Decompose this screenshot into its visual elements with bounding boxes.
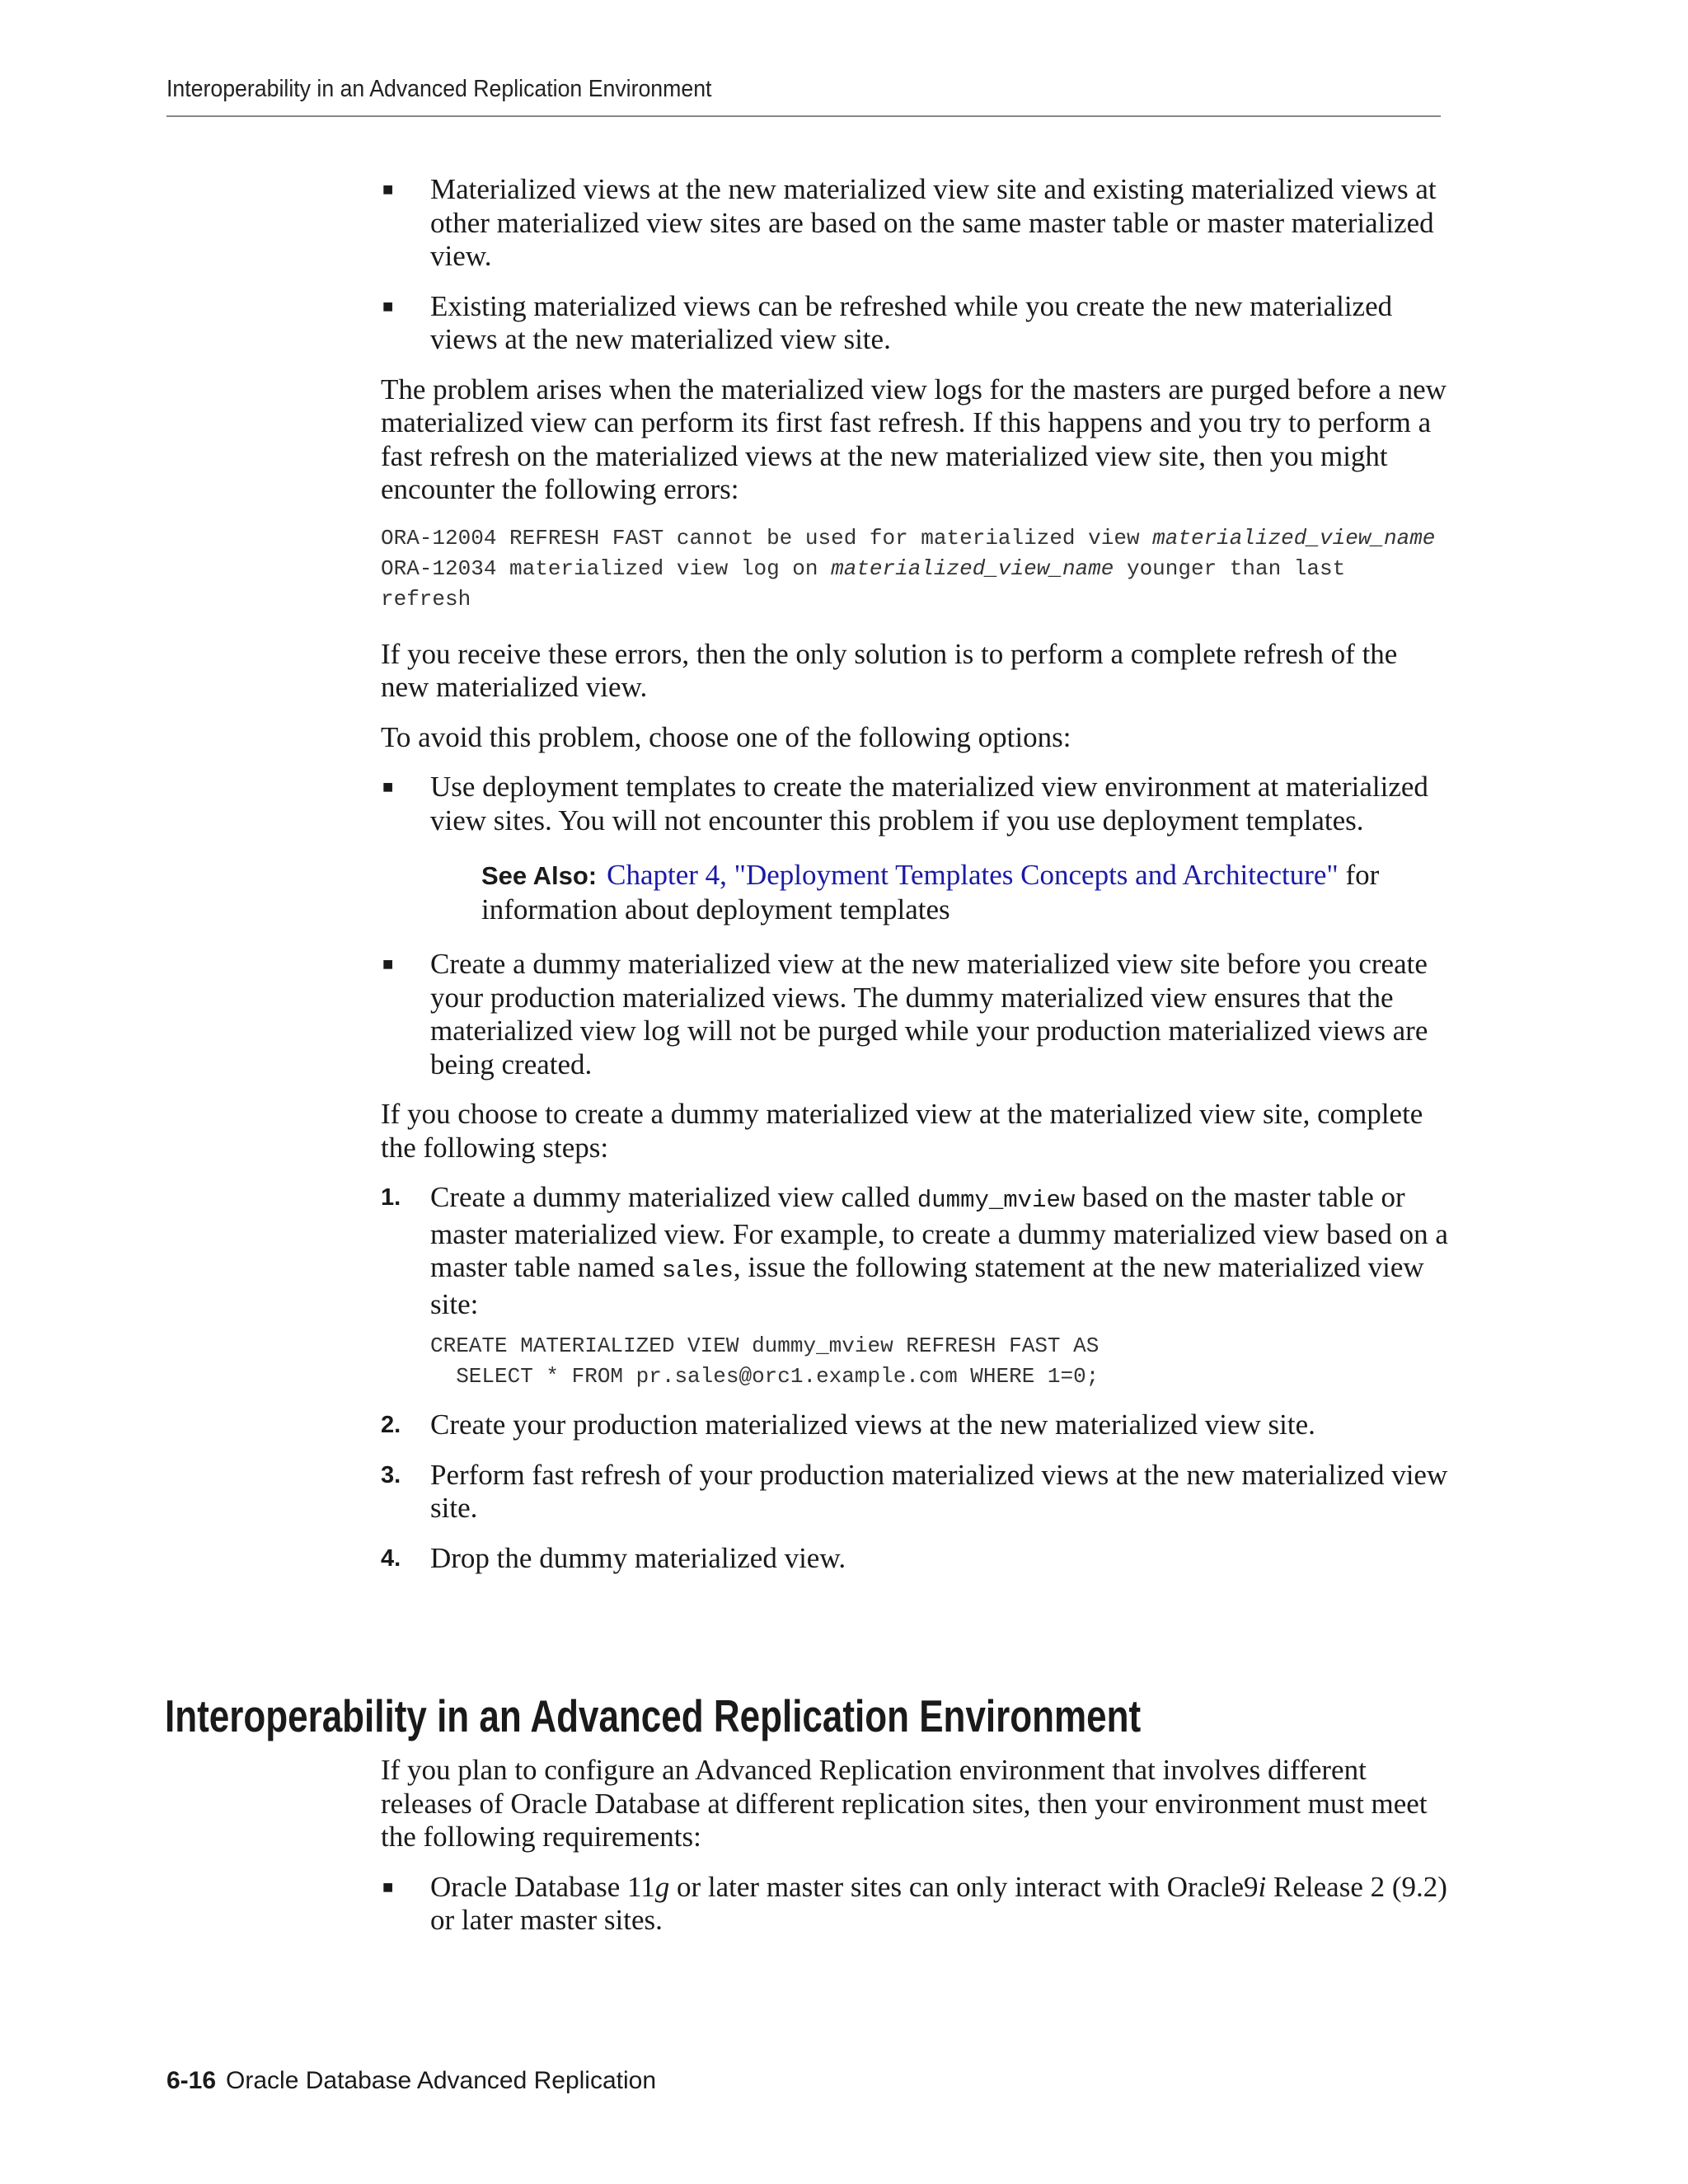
step-number: 1. xyxy=(381,1184,401,1211)
list-item xyxy=(381,771,1448,837)
step-text: Create a dummy materialized view called xyxy=(430,1181,917,1213)
section-heading: Interoperability in an Advanced Replication Environment xyxy=(165,1690,1142,1741)
error-line-1-var: materialized_view_name xyxy=(1152,525,1436,551)
sql-code-block: CREATE MATERIALIZED VIEW dummy_mview REFRESH FAST AS SELECT * FROM pr.sales@orc1.example.com WHERE 1=0; xyxy=(430,1333,1100,1389)
requirement-text: i xyxy=(1258,1870,1267,1903)
error-code-block xyxy=(381,523,1448,615)
step-item xyxy=(381,1459,1448,1526)
step-item xyxy=(381,1408,1448,1442)
header-rule xyxy=(166,115,1441,117)
page-number: 6-16 xyxy=(166,2067,217,2094)
option-text: Create a dummy materialized view at the new materialized view site before you create your production materialized views. The dummy materialized view ensures that the materialized view log will not be purged while your production materialized views are being created. xyxy=(430,948,1428,1080)
option-text: Use deployment templates to create the materialized view environment at materialized view sites. You will not encounter this problem if you use deployment templates. xyxy=(430,771,1428,837)
requirement-text: g xyxy=(654,1870,670,1903)
step-text: based on the master table or master materialized view. For example, to create a dummy materialized view based on a master table named xyxy=(430,1181,1448,1283)
error-line-1-prefix: ORA-12004 REFRESH FAST cannot be used for materialized view xyxy=(381,525,1153,551)
error-line-2-var: materialized_view_name xyxy=(831,555,1114,581)
choose-paragraph: If you choose to create a dummy materialized view at the materialized view site, complete the following steps: xyxy=(381,1098,1423,1164)
see-also-label: See Also: xyxy=(481,861,598,890)
bullet-icon: ■ xyxy=(382,295,394,316)
step-number: 2. xyxy=(381,1412,401,1438)
bullet-text: Materialized views at the new materialized view site and existing materialized views at other materialized view sites are based on the same master table or master materialized view. xyxy=(430,173,1437,272)
see-also-note xyxy=(481,859,1448,926)
bullet-icon: ■ xyxy=(382,179,394,199)
step-text: Drop the dummy materialized view. xyxy=(430,1541,846,1574)
problem-paragraph: The problem arises when the materialized view logs for the masters are purged before a new materialized view can perform its first fast refresh. If this happens and you try to perform a fast refresh on the materialized views at the new materialized view site, then you might encounter the following errors: xyxy=(381,373,1447,505)
step-text: Perform fast refresh of your production materialized views at the new materialized view site. xyxy=(430,1458,1448,1524)
avoid-paragraph: To avoid this problem, choose one of the following options: xyxy=(381,720,1071,753)
bullet-icon: ■ xyxy=(382,776,394,797)
step-number: 3. xyxy=(381,1461,401,1488)
step-number: 4. xyxy=(381,1544,401,1572)
step-item xyxy=(381,1181,1448,1392)
page-footer xyxy=(166,2067,656,2095)
bullet-icon: ■ xyxy=(382,954,394,974)
chapter-4-link[interactable]: Chapter 4, "Deployment Templates Concepts and Architecture" xyxy=(607,859,1339,891)
error-line-2-suffix: younger than last xyxy=(1114,555,1346,581)
list-item xyxy=(381,948,1448,1081)
bullet-icon: ■ xyxy=(382,1876,394,1897)
error-line-2-prefix: ORA-12034 materialized view log on xyxy=(381,555,832,581)
list-item xyxy=(381,173,1448,274)
section-intro: If you plan to configure an Advanced Replication environment that involves different releases of Oracle Database at different replication sites, then your environment must meet the following requirements: xyxy=(381,1754,1428,1853)
running-header: Interoperability in an Advanced Replication Environment xyxy=(166,76,712,102)
section-content xyxy=(381,1754,1448,1954)
requirement-text: Release 2 (9.2) or later master sites. xyxy=(430,1870,1447,1936)
main-content xyxy=(381,173,1448,1591)
list-item xyxy=(381,290,1448,357)
step-text: , issue the following statement at the new materialized view site: xyxy=(430,1251,1424,1320)
inline-code: sales xyxy=(661,1257,734,1284)
see-also-rest: for information about deployment templates xyxy=(481,859,1380,926)
receive-paragraph: If you receive these errors, then the only solution is to perform a complete refresh of the new materialized view. xyxy=(381,637,1398,703)
error-line-3: refresh xyxy=(381,586,471,612)
book-title: Oracle Database Advanced Replication xyxy=(226,2067,657,2094)
bullet-text: Existing materialized views can be refreshed while you create the new materialized views at the new materialized view site. xyxy=(430,289,1393,355)
list-item xyxy=(381,1871,1448,1938)
requirement-text: Oracle Database 11 xyxy=(430,1870,655,1903)
step-text: Create your production materialized views at the new materialized view site. xyxy=(430,1408,1315,1441)
step-item xyxy=(381,1542,1448,1576)
inline-code: dummy_mview xyxy=(917,1187,1076,1214)
requirement-text: or later master sites can only interact with Oracle9 xyxy=(669,1870,1259,1903)
